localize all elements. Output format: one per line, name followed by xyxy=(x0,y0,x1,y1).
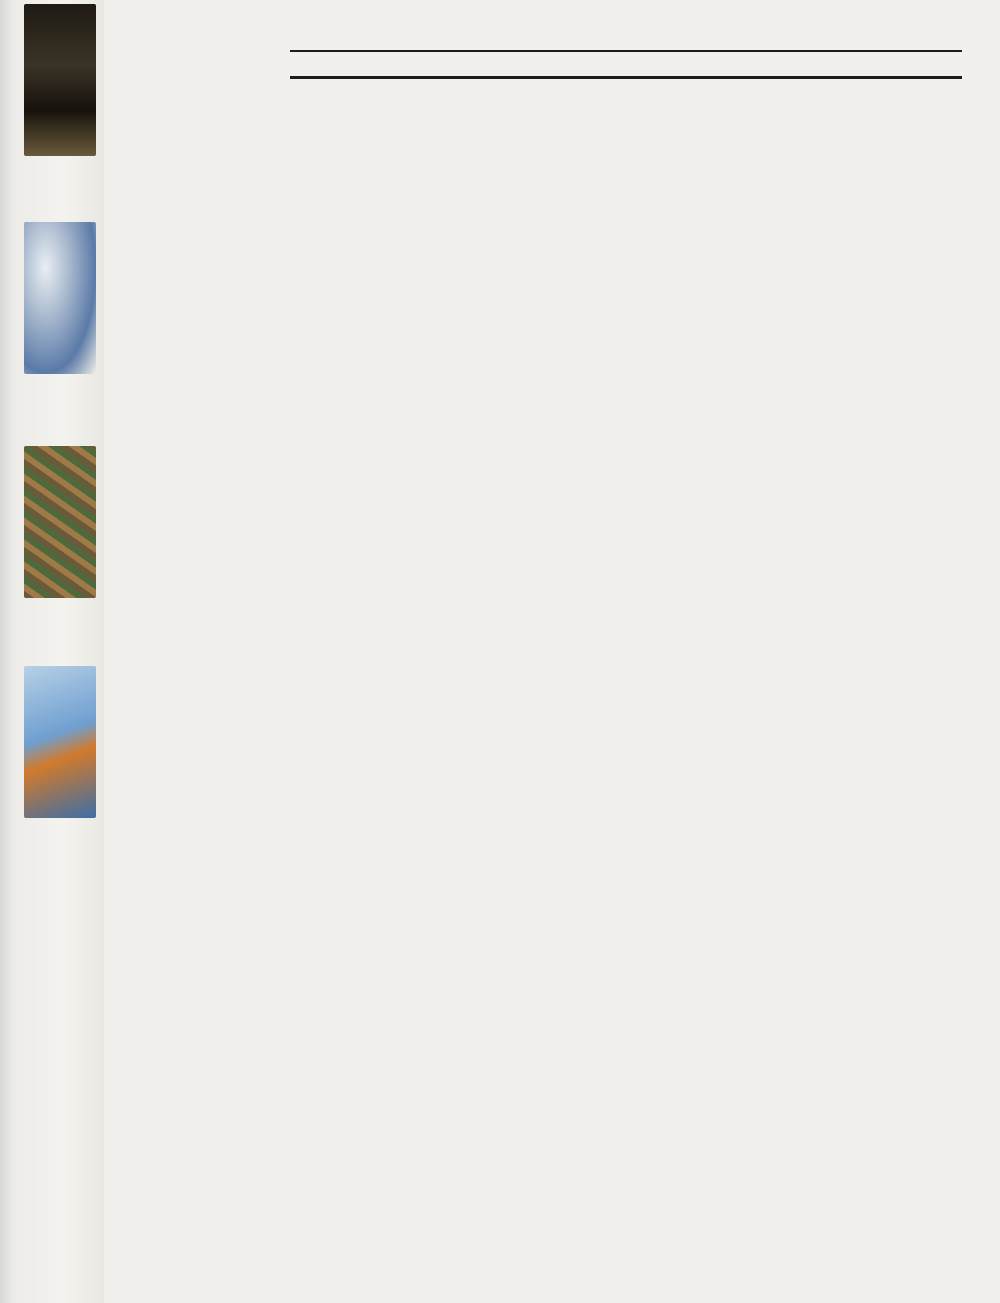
page-footer xyxy=(960,1271,966,1291)
header-rule xyxy=(290,76,962,79)
top-rule xyxy=(290,50,962,52)
